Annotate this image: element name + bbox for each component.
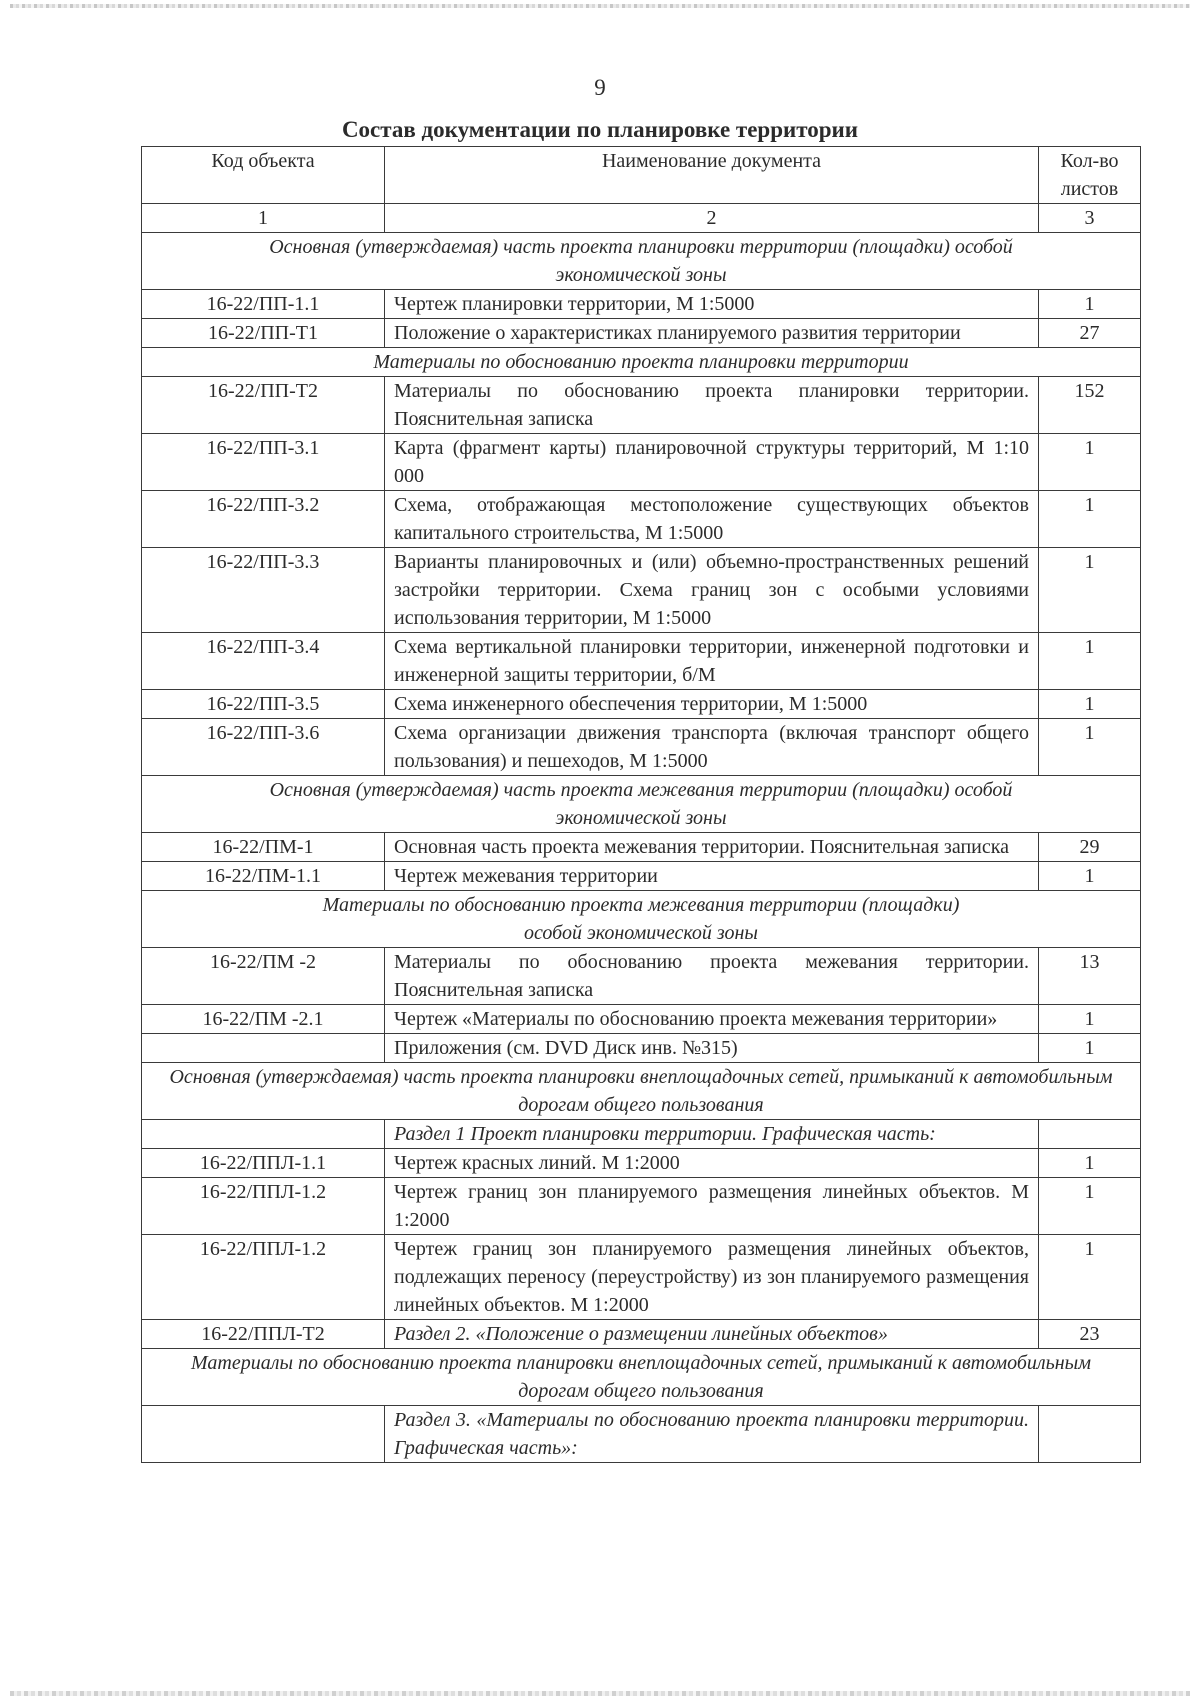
object-code: 16-22/ПМ-1.1	[142, 862, 385, 891]
section-row	[142, 348, 1141, 377]
sheet-count: 1	[1039, 1178, 1141, 1235]
object-code: 16-22/ПП-3.5	[142, 690, 385, 719]
document-name: Карта (фрагмент карты) планировочной структуры территорий, М 1:10 000	[385, 434, 1039, 491]
sheet-count: 1	[1039, 434, 1141, 491]
table-row	[142, 434, 1141, 491]
sheet-count: 1	[1039, 633, 1141, 690]
object-code: 16-22/ПМ -2	[142, 948, 385, 1005]
table-header-row	[142, 147, 1141, 204]
document-name: Раздел 2. «Положение о размещении линейных объектов»	[385, 1320, 1039, 1349]
section-title: Материалы по обоснованию проекта межевания территории (площадки) особой экономической зоны	[142, 891, 1141, 948]
documentation-table	[141, 146, 1141, 1463]
table-row	[142, 1235, 1141, 1320]
header-qty: Кол-во листов	[1039, 147, 1141, 204]
table-row	[142, 290, 1141, 319]
sheet-count: 27	[1039, 319, 1141, 348]
column-number: 1	[142, 204, 385, 233]
table-row	[142, 633, 1141, 690]
column-number: 3	[1039, 204, 1141, 233]
section-title: Основная (утверждаемая) часть проекта планировки внеплощадочных сетей, примыканий к автомобильным дорогам общего пользования	[142, 1063, 1141, 1120]
object-code: 16-22/ПП-Т1	[142, 319, 385, 348]
sheet-count: 1	[1039, 1005, 1141, 1034]
table-row	[142, 1034, 1141, 1063]
object-code: 16-22/ПП-1.1	[142, 290, 385, 319]
object-code: 16-22/ПП-3.3	[142, 548, 385, 633]
document-name: Чертеж планировки территории, М 1:5000	[385, 290, 1039, 319]
sheet-count: 23	[1039, 1320, 1141, 1349]
sheet-count: 1	[1039, 491, 1141, 548]
scan-edge-bottom	[10, 1691, 1190, 1696]
document-name: Чертеж границ зон планируемого размещения линейных объектов. М 1:2000	[385, 1178, 1039, 1235]
section-title: Материалы по обоснованию проекта планировки внеплощадочных сетей, примыканий к автомобильным дорогам общего пользования	[142, 1349, 1141, 1406]
object-code: 16-22/ПП-3.1	[142, 434, 385, 491]
sheet-count: 13	[1039, 948, 1141, 1005]
table-row	[142, 690, 1141, 719]
table-row	[142, 491, 1141, 548]
page-number: 9	[594, 75, 606, 100]
page-title: Состав документации по планировке территории	[341, 117, 859, 142]
header-code: Код объекта	[142, 147, 385, 204]
table-row	[142, 1178, 1141, 1235]
table-row	[142, 833, 1141, 862]
document-name: Материалы по обоснованию проекта межевания территории. Пояснительная записка	[385, 948, 1039, 1005]
sheet-count	[1039, 1120, 1141, 1149]
section-title: Материалы по обоснованию проекта планировки территории	[142, 348, 1141, 377]
document-name: Чертеж границ зон планируемого размещения линейных объектов, подлежащих переносу (переустройству) из зон планируемого размещения линейных объектов. М 1:2000	[385, 1235, 1039, 1320]
section-title: Основная (утверждаемая) часть проекта планировки территории (площадки) особой экономической зоны	[142, 233, 1141, 290]
document-name: Схема вертикальной планировки территории, инженерной подготовки и инженерной защиты территории, б/М	[385, 633, 1039, 690]
table-row	[142, 1005, 1141, 1034]
section-title: Основная (утверждаемая) часть проекта межевания территории (площадки) особой экономической зоны	[142, 776, 1141, 833]
document-name: Раздел 1 Проект планировки территории. Графическая часть:	[385, 1120, 1039, 1149]
object-code: 16-22/ПП-Т2	[142, 377, 385, 434]
document-name: Раздел 3. «Материалы по обоснованию проекта планировки территории. Графическая часть»:	[385, 1406, 1039, 1463]
object-code: 16-22/ПМ -2.1	[142, 1005, 385, 1034]
sheet-count	[1039, 1406, 1141, 1463]
object-code: 16-22/ППЛ-1.1	[142, 1149, 385, 1178]
sheet-count: 1	[1039, 1235, 1141, 1320]
sheet-count: 1	[1039, 290, 1141, 319]
sheet-count: 1	[1039, 548, 1141, 633]
object-code: 16-22/ПМ-1	[142, 833, 385, 862]
table-row	[142, 377, 1141, 434]
table-row	[142, 719, 1141, 776]
section-row	[142, 891, 1141, 948]
table-row	[142, 548, 1141, 633]
document-name: Материалы по обоснованию проекта планировки территории. Пояснительная записка	[385, 377, 1039, 434]
document-name: Чертеж «Материалы по обоснованию проекта межевания территории»	[385, 1005, 1039, 1034]
table-row	[142, 1406, 1141, 1463]
sheet-count: 1	[1039, 1034, 1141, 1063]
table-row	[142, 1149, 1141, 1178]
table-row	[142, 1120, 1141, 1149]
object-code	[142, 1120, 385, 1149]
object-code: 16-22/ППЛ-1.2	[142, 1178, 385, 1235]
table-row	[142, 1320, 1141, 1349]
table-row	[142, 319, 1141, 348]
scan-edge-top	[10, 4, 1190, 8]
object-code: 16-22/ППЛ-Т2	[142, 1320, 385, 1349]
sheet-count: 1	[1039, 862, 1141, 891]
object-code: 16-22/ППЛ-1.2	[142, 1235, 385, 1320]
object-code: 16-22/ПП-3.4	[142, 633, 385, 690]
document-name: Варианты планировочных и (или) объемно-пространственных решений застройки территории. Схема границ зон с особыми условиями использования территории, М 1:5000	[385, 548, 1039, 633]
section-row	[142, 776, 1141, 833]
table-row	[142, 948, 1141, 1005]
document-name: Приложения (см. DVD Диск инв. №315)	[385, 1034, 1039, 1063]
column-number: 2	[385, 204, 1039, 233]
sheet-count: 1	[1039, 690, 1141, 719]
document-name: Чертеж межевания территории	[385, 862, 1039, 891]
sheet-count: 29	[1039, 833, 1141, 862]
section-row	[142, 1063, 1141, 1120]
document-name: Положение о характеристиках планируемого развития территории	[385, 319, 1039, 348]
document-name: Основная часть проекта межевания территории. Пояснительная записка	[385, 833, 1039, 862]
object-code: 16-22/ПП-3.6	[142, 719, 385, 776]
section-row	[142, 233, 1141, 290]
document-name: Чертеж красных линий. М 1:2000	[385, 1149, 1039, 1178]
sheet-count: 152	[1039, 377, 1141, 434]
document-name: Схема инженерного обеспечения территории, М 1:5000	[385, 690, 1039, 719]
object-code: 16-22/ПП-3.2	[142, 491, 385, 548]
object-code	[142, 1406, 385, 1463]
document-name: Схема, отображающая местоположение существующих объектов капитального строительства, М 1:5000	[385, 491, 1039, 548]
section-row	[142, 1349, 1141, 1406]
table-row	[142, 862, 1141, 891]
column-number-row	[142, 204, 1141, 233]
sheet-count: 1	[1039, 719, 1141, 776]
document-name: Схема организации движения транспорта (включая транспорт общего пользования) и пешеходов, М 1:5000	[385, 719, 1039, 776]
sheet-count: 1	[1039, 1149, 1141, 1178]
object-code	[142, 1034, 385, 1063]
header-name: Наименование документа	[385, 147, 1039, 204]
